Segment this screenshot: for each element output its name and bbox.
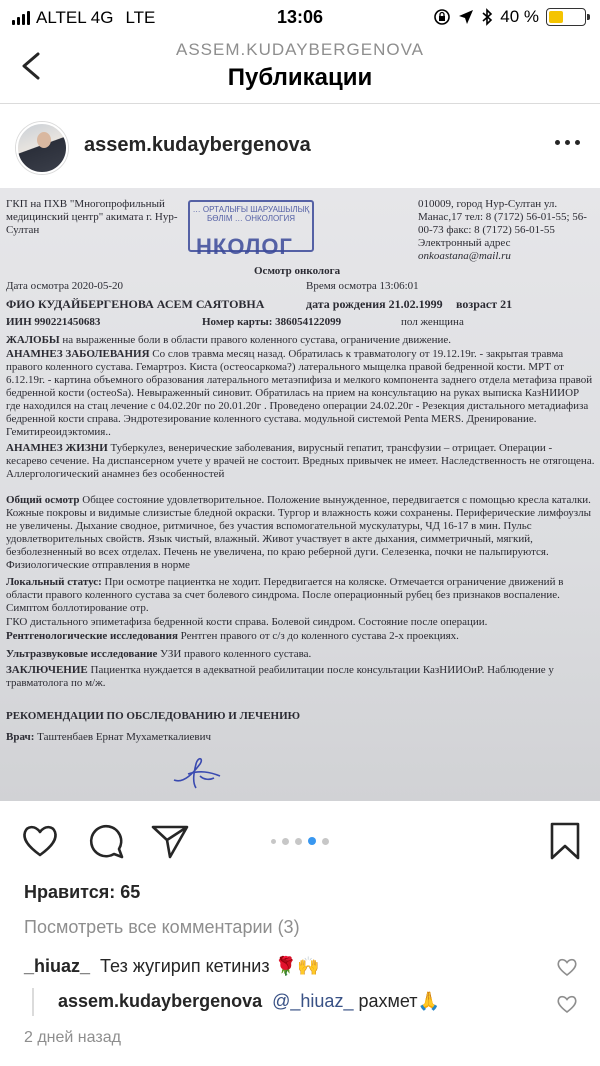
- likes-count[interactable]: Нравится: 65: [24, 882, 141, 902]
- doc-doctor: Врач: Таштенбаев Ернат Мухаметкалиевич: [6, 731, 212, 743]
- page-title: Публикации: [227, 64, 373, 91]
- stamp-big-text: НКОЛОГ: [196, 234, 293, 259]
- status-bar: [0, 0, 600, 34]
- signature-icon: [170, 754, 230, 794]
- doc-email: onkoastana@mail.ru: [418, 250, 511, 262]
- comment-user[interactable]: _hiuaz_: [24, 956, 91, 976]
- post-username[interactable]: assem.kudaybergenova: [84, 134, 311, 156]
- doc-general: Общий осмотр Общее состояние удовлетворительное. Положение вынужденное, передвигается с помощью кресла каталки. Кожные покровы и видимые слизистые бледной окраски. Тургор и влажность кожи сохранены. Периферические лимфоузлы не увеличены. Дыхание сводное, ритмичное, без участия вспомогательной мускулатуры, ЧД 16-17 в мин. Пульс удовлетворительных свойств. Язык чистый, влажный. Живот участвует в акте дыхания, симметричный, мягкий, безболезненный во всех отделах. Печень не увеличена, по краю реберной дуги. Селезенка, почки не пальпируются. Физиологические отправления в норме: [6, 494, 592, 571]
- network-label: LTE: [125, 8, 156, 27]
- battery-percent: 40 %: [500, 7, 539, 26]
- bookmark-icon[interactable]: [548, 821, 582, 861]
- post-photo[interactable]: [0, 188, 600, 801]
- carousel-dot: [308, 837, 316, 845]
- carousel-dot: [295, 838, 302, 845]
- doc-header-right: 010009, город Нур-Султан ул. Манас,17 тел: 8 (7172) 56-01-55; 56-00-73 факс: 8 (7172) 56-01-55 Электронный адрес onkoastana@mail.ru: [418, 198, 587, 262]
- comment-mention[interactable]: @_hiuaz_: [272, 991, 354, 1011]
- doc-conclusion: ЗАКЛЮЧЕНИЕ Пациентка нуждается в адекватной реабилитации после консультации КазНИИОиР. Наблюдение у травматолога по м/ж.: [6, 664, 554, 689]
- carousel-indicator: [0, 837, 600, 845]
- doc-life: АНАМНЕЗ ЖИЗНИ Туберкулез, венерические заболевания, вирусный гепатит, трансфузии – отрицает. Операции - кесарево сечение. На диспансерном учете у врачей не состоит. Вредных привычек не имеет. Наследственность не отягощена. Аллергологический анамнез без особенностей: [6, 442, 595, 480]
- battery-icon: [546, 8, 586, 26]
- bluetooth-icon: [481, 8, 493, 26]
- doc-subtitle: Осмотр онколога: [254, 265, 341, 277]
- reply-thread-line: [32, 988, 34, 1016]
- doc-complaints: ЖАЛОБЫ на выраженные боли в области правого коленного сустава, ограничение движение.: [6, 334, 451, 346]
- comment-like-icon[interactable]: [556, 956, 578, 978]
- clock: 13:06: [276, 7, 324, 27]
- more-options-icon[interactable]: [555, 140, 580, 145]
- comment-text: Тез жугирип кетиниз 🌹🙌: [100, 956, 320, 976]
- comment-user[interactable]: assem.kudaybergenova: [58, 991, 263, 1011]
- nav-username: ASSEM.KUDAYBERGENOVA: [176, 40, 424, 59]
- doc-line: Дата осмотра 2020-05-20 Время осмотра 13:06:01: [6, 280, 419, 292]
- doc-recommendations: РЕКОМЕНДАЦИИ ПО ОБСЛЕДОВАНИЮ И ЛЕЧЕНИЮ: [6, 710, 301, 722]
- doc-local: Локальный статус: При осмотре пациентка не ходит. Передвигается на коляске. Отмечается ограничение движений в области правого коленного сустава за счет болевого синдрома. После операционный рубец без признаков воспаление. Симптом боллотирование отр.: [6, 576, 564, 614]
- medical-document: [0, 188, 600, 801]
- carousel-dot: [271, 839, 276, 844]
- location-icon: [458, 9, 474, 25]
- comment-reply: [58, 991, 440, 1012]
- post-time: 2 дней назад: [24, 1029, 121, 1046]
- doc-header-left: ГКП на ПХВ "Многопрофильный медицинский центр" акимата г. Нур-Султан: [6, 198, 178, 236]
- comment-like-icon[interactable]: [556, 993, 578, 1015]
- orientation-lock-icon: [433, 8, 451, 26]
- comment-text: рахмет🙏: [358, 991, 440, 1011]
- carousel-dot: [282, 838, 289, 845]
- post-header: [0, 104, 600, 188]
- carrier-label: ALTEL 4G: [36, 8, 114, 27]
- doc-ultrasound: Ультразвуковые исследование УЗИ правого коленного сустава.: [6, 648, 312, 660]
- carousel-dot: [322, 838, 329, 845]
- post-actions: [0, 801, 600, 879]
- doc-line: ИИН 990221450683 Номер карты: 386054122099 пол женщина: [6, 316, 464, 328]
- view-all-comments[interactable]: Посмотреть все комментарии (3): [24, 917, 300, 937]
- doc-line: ФИО КУДАЙБЕРГЕНОВА АСЕМ САЯТОВНА дата рождения 21.02.1999 возраст 21: [6, 297, 513, 311]
- navigation-bar: [0, 34, 600, 104]
- doc-xray: Рентгенологические исследования Рентген правого от с/з до коленного сустава 2-х проекциях.: [6, 630, 459, 642]
- doc-anamnesis: АНАМНЕЗ ЗАБОЛЕВАНИЯ Со слов травма месяц назад. Обратилась к травматологу от 19.12.19г. - закрытая травма правого коленного сустава. Гемартроз. Киста (остеосаркома?) латерального мыщелка правой бедренной кости. МРТ от 6.12.19г. - картина объемного образования латерального метаэпифиза и мелкого компонента заднего отдела метафиза правой бедренной кости (остеоSa). Невыраженный синовит. Обратилась на прием на консультацию на руках выписка КазНИИОР где находился на стац лечение с 04.02.20г по 20.01.20г . Проведено операции 24.02.20г - Резекция дистального метадиафиза бедренной кости справа. Эндротезирование коленного сустава. модульной системой Penta MERS. Дренирование. Гемитиреоидэктомия..: [6, 348, 593, 438]
- comment: [24, 956, 319, 977]
- avatar[interactable]: [16, 122, 68, 174]
- doc-gko: ГКО дистального эпиметафиза бедренной кости справа. Болевой синдром. Состояние после операции.: [6, 616, 488, 628]
- stamp: … ОРТАЛЫҒЫ ШАРУАШЫЛЫҚ БӨЛІМ … ОНКОЛОГИЯ: [188, 200, 314, 252]
